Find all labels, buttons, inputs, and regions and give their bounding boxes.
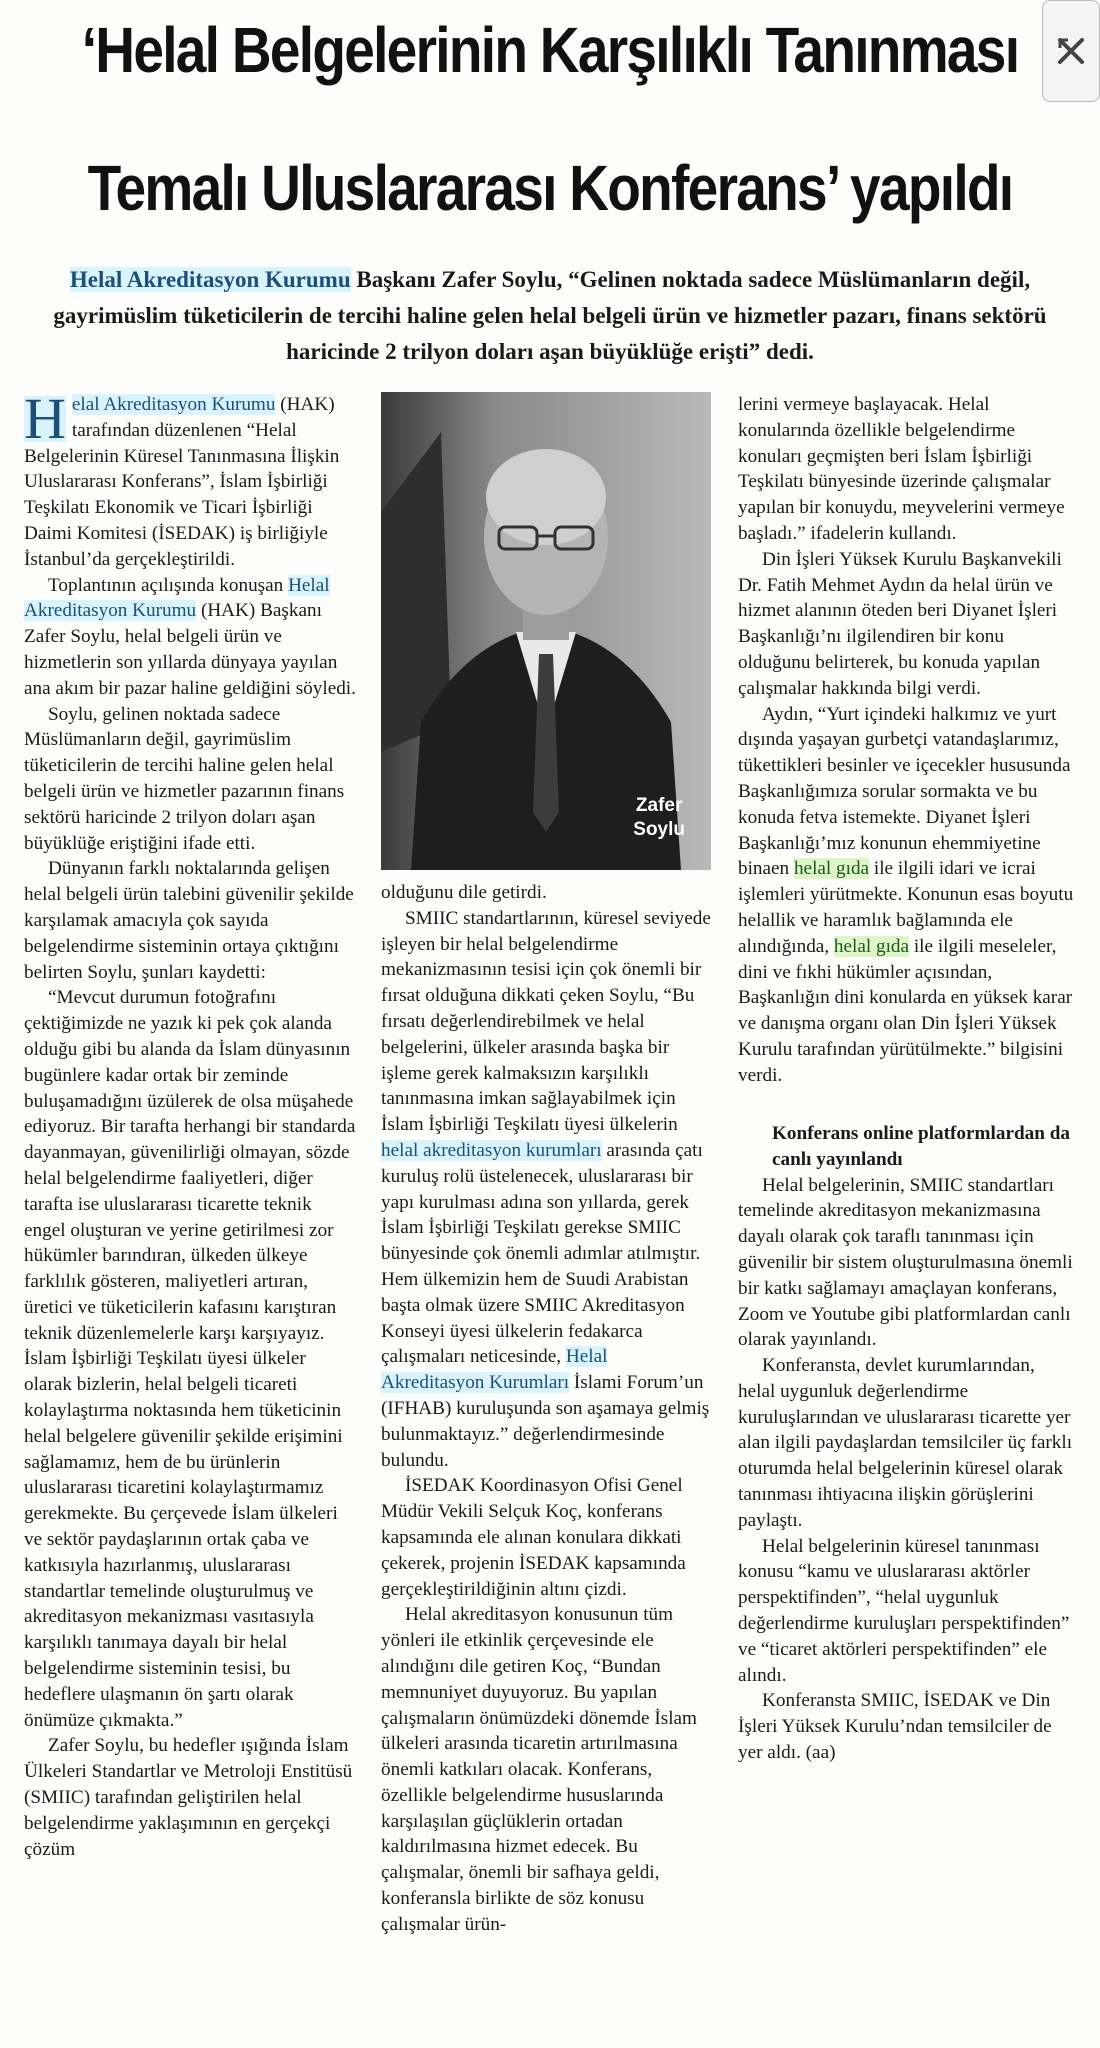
paragraph <box>24 386 356 573</box>
paragraph: Zafer Soylu, bu hedefler ışığında İslam Ülkeleri Standartlar ve Metroloji Enstitüsü (SMIIC) tarafından geliştirilen helal belgelendirme yaklaşımının en gerçekçi çözüm <box>24 1735 353 1860</box>
deck-highlight: Helal Akreditasyon Kurumu <box>69 267 351 292</box>
paragraph-text: arasında çatı kuruluş rolü üstelenecek, uluslararası bir yapı kurulması adına son yıllarda, gerek İslam İşbirliği Teşkilatı gerekse SMIIC bünyesinde çok önemli adımlar atılmıştır. Hem ülkemizin hem de Suudi Arabistan başta olmak üzere SMIIC Akreditasyon Konseyi üyesi ülkelerin fedakarca çalışmaları neticesinde, <box>381 1139 703 1368</box>
paragraph <box>381 906 711 1474</box>
highlight-org: Helal Akreditasyon Kurumları <box>381 1346 608 1394</box>
highlight-term: helal akreditasyon kurumları <box>381 1139 602 1161</box>
paragraph-text: SMIIC standartlarının, küresel seviyede işleyen bir helal belgelendirme mekanizmasının tesisi için çok önemli bir fırsat olduğuna dikkati çeken Soylu, “Bu fırsatı değerlendirebilmek ve helal belgelerini, ülkeler arasında başka bir işleme gerek kalmaksızın karşılıklı tanınmasına imkan sağlayabilmek için İslam İşbirliği Teşkilatı üyesi ülkelerin <box>381 907 711 1136</box>
paragraph: Helal belgelerinin küresel tanınması konusu “kamu ve uluslararası aktörler perspektifinden”, “helal uygunluk değerlendirme kuruluşları perspektifinden” ve “ticaret aktörleri perspektifinden” ele alındı. <box>738 1535 1070 1686</box>
paragraph-text: İslami Forum’un (IFHAB) kuruluşunda son aşamaya gelmiş bulunmaktayız.” değerlendirmesinde bulundu. <box>381 1372 710 1471</box>
highlight-term: helal gıda <box>793 858 870 880</box>
paragraph: Din İşleri Yüksek Kurulu Başkanvekili Dr. Fatih Mehmet Aydın da helal ürün ve hizmet alanının öteden beri Diyanet İşleri Başkanlığı’nı ilgilendiren bir konu olduğunu belirterek, bu konuda yapılan çalışmalar hakkında bilgi verdi. <box>738 548 1062 699</box>
highlight-org: elal Akreditasyon Kurumu <box>71 394 276 415</box>
paragraph-text: (HAK) Başkanı Zafer Soylu, helal belgeli ürün ve hizmetlerin son yıllarda dünyaya yayılan ana akım bir pazar haline geldiğini söyledi. <box>24 600 356 699</box>
caption-line: Soylu <box>633 819 685 840</box>
expand-arrows-icon[interactable] <box>1042 0 1100 102</box>
article-column-2 <box>381 880 711 1938</box>
paragraph: Helal belgelerinin, SMIIC standartları temelinde akreditasyon mekanizmasına dayalı olarak çok taraflı tanınması için güvenilir bir sistem oluşturulmasına önemli bir katkı sağlamayı amaçlayan konferans, Zoom ve Youtube gibi platformlardan canlı olarak yayınlandı. <box>738 1174 1073 1351</box>
headline <box>0 0 1100 234</box>
paragraph-text: Aydın, “Yurt içindeki halkımız ve yurt dışında yaşayan gurbetçi vatandaşlarımız, tükettikleri besinler ve içecekler hususunda Başkanlığımıza sorular sormakta ve bu konuda fetva istemekte. Diyanet İşleri Başkanlığı’mız konunun ehemmiyetine binaen <box>738 703 1071 880</box>
paragraph: Soylu, gelinen noktada sadece Müslümanların değil, gayrimüslim tüketicilerin de tercihi haline gelen helal belgeli ürün ve hizmetler pazarının finans sektörü haricinde 2 trilyon doları aşan büyüklüğe eriştiğini ifade etti. <box>24 703 345 854</box>
paragraph <box>24 573 356 702</box>
portrait-photo <box>381 392 711 870</box>
paragraph <box>738 702 1076 1089</box>
paragraph: Dünyanın farklı noktalarında gelişen helal belgeli ürün talebini güvenilir şekilde karşılamak amacıyla çok sayıda belgelendirme sisteminin ortaya çıktığını belirten Soylu, şunları kaydetti: <box>24 858 354 983</box>
paragraph: lerini vermeye başlayacak. Helal konularında özellikle belgelendirme konuları geçmişten beri İslam İşbirliği Teşkilatı bünyesinde üzerinde çalışmalar yapılan bir konuydu, meyvelerini vermeye başladı.” ifadelerin kullandı. <box>738 394 1065 544</box>
paragraph: Helal akreditasyon konusunun tüm yönleri ile etkinlik çerçevesinde ele alındığını dile getiren Koç, “Bundan memnuniyet duyuyoruz. Bu yapılan çalışmaların önümüzdeki dönemde İslam ülkeleri arasında ticaretin artırılmasına önemli katkıları olacak. Konferans, özellikle belgelendirme hususlarında karşılaşılan güçlüklerin ortadan kaldırılmasına hizmet edecek. Bu çalışmalar, önemli bir safhaya geldi, konferansla birlikte de söz konusu çalışmalar ürün- <box>381 1604 697 1935</box>
paragraph: “Mevcut durumun fotoğrafını çektiğimizde ne yazık ki pek çok alanda olduğu gibi bu alanda da İslam dünyasının bugünlere kadar ortak bir zeminde buluşamadığını üzülerek de olsa müşahede ediyoruz. Bir tarafta herhangi bir standarda dayanmayan, güvenilirliği olmayan, sözde helal belgelendirme faaliyetleri, diğer tarafta ise uluslararası ticarette teknik engel oluşturan ve yerine getirilmesi zor hükümler barındıran, ülkeden ülkeye farklılık gösteren, maliyetleri artıran, üretici ve tüketicilerin kafasını karıştıran teknik düzenlemelerle karşı karşıyayız. İslam İşbirliği Teşkilatı üyesi ülkeler olarak bizlerin, helal belgeli ticareti kolaylaştırma noktasında hem tüketicinin helal belgelere güvenilir şekilde erişimini sağlamamız, hem de bu ürünlerin uluslararası ticaretini kolaylaştırmamız gerekmekte. Bu çerçevede İslam ülkeleri ve sektör paydaşlarının ortak çaba ve katkısıyla hazırlanmış, uluslararası standartlar temelinde oluşturulmuş ve akreditasyon mekanizması vasıtasıyla karşılıklı tanımaya dayalı bir helal belgelendirme sisteminin tesisi, bu hedeflere ulaşmanın ön şartı olarak önümüze çıkmakta.” <box>24 987 356 1731</box>
paragraph: Konferansta SMIIC, İSEDAK ve Din İşleri Yüksek Kurulu’ndan temsilciler de yer aldı. (aa) <box>738 1690 1052 1764</box>
deck-text: Başkanı Zafer Soylu, “Gelinen noktada sadece Müslümanların değil, gayrimüslim tüketicilerin de tercihi haline gelen helal belgeli ürün ve hizmetler pazarı, finans sektörü haricinde 2 trilyon doları aşan büyüklüğe erişti” dedi. <box>53 267 1047 364</box>
article-column-1 <box>24 386 356 1862</box>
paragraph-text: ile ilgili meseleler, dini ve fıkhi hükümler açısından, Başkanlığın dini konularda en yüksek karar ve danışma organı olan Din İşleri Yüksek Kurulu tarafından yürütülmekte.” bilgisini verdi. <box>738 935 1073 1086</box>
paragraph: İSEDAK Koordinasyon Ofisi Genel Müdür Vekili Selçuk Koç, konferans kapsamında ele alınan konulara dikkati çekerek, projenin İSEDAK kapsamında gerçekleştirildiğinin altını çizdi. <box>381 1475 686 1600</box>
paragraph-text: Toplantının açılışında konuşan <box>48 574 289 596</box>
caption-line: Zafer <box>635 795 683 816</box>
photo-caption <box>633 794 685 842</box>
article-deck <box>20 262 1080 370</box>
headline-line-2: Temalı Uluslararası Konferans’ yapıldı <box>87 152 1013 224</box>
paragraph: Konferansta, devlet kurumlarından, helal uygunluk değerlendirme kuruluşlarından ve uluslararası ticarette yer alan ilgili paydaşlardan temsilciler üç farklı oturumda helal belgelerinin küresel olarak tanınması ihtiyacına ilişkin görüşlerini paylaştı. <box>738 1355 1073 1531</box>
paragraph-text: ile ilgili idari ve icrai işlemleri yürütmekte. Konunun esas boyutu helallik ve haramlık bağlamında ele alındığında, <box>738 858 1074 957</box>
headline-line-1: ‘Helal Belgelerinin Karşılıklı Tanınması <box>81 14 1019 86</box>
highlight-term: helal gıda <box>833 935 910 957</box>
section-subheading: Konferans online platformlardan da canlı yayınlandı <box>772 1122 1070 1170</box>
drop-cap: H <box>24 386 66 451</box>
paragraph-text: (HAK) tarafından düzenlenen “Helal Belgelerinin Küresel Tanınmasına İlişkin Uluslararası Konferans”, İslam İşbirliği Teşkilatı Ekonomik ve Ticari İşbirliği Daimi Komitesi (İSEDAK) iş birliğiyle İstanbul’da gerçekleştirildi. <box>24 394 340 570</box>
paragraph: olduğunu dile getirdi. <box>381 882 547 903</box>
article-column-3 <box>738 392 1076 1766</box>
highlight-org: Helal Akreditasyon Kurumu <box>24 574 330 622</box>
